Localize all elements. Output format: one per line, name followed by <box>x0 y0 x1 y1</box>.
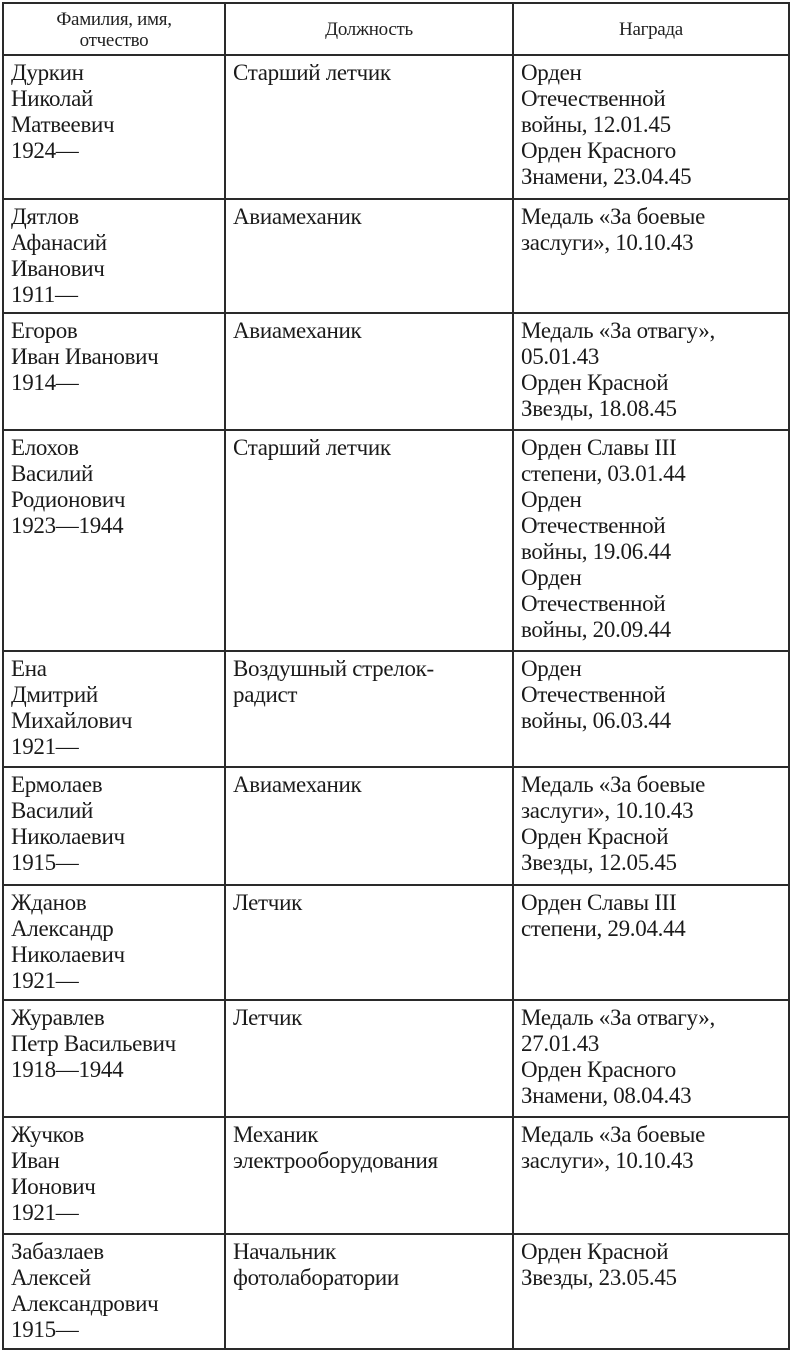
cell-award <box>513 55 789 199</box>
cell-award <box>513 1000 789 1117</box>
position-line: Механик <box>233 1122 319 1147</box>
award-line: 27.01.43 <box>521 1031 600 1056</box>
name-line: Ермолаев <box>11 772 103 797</box>
name-line: Жданов <box>11 890 87 915</box>
header-text-line: Должность <box>325 19 413 40</box>
table-row <box>3 1234 789 1349</box>
name-line: Дмитрий <box>11 682 98 707</box>
name-line: Михайлович <box>11 708 133 733</box>
cell-position <box>225 313 513 430</box>
name-line: 1911— <box>11 282 78 307</box>
cell-position <box>225 199 513 313</box>
column-header-position <box>225 3 513 55</box>
award-line: войны, 06.03.44 <box>521 708 671 733</box>
position-line: Летчик <box>233 1005 302 1030</box>
award-line: Знамени, 08.04.43 <box>521 1083 692 1108</box>
position-line: радист <box>233 682 298 707</box>
name-line: Алексей <box>11 1265 91 1290</box>
award-line: войны, 19.06.44 <box>521 539 671 564</box>
position-line: Летчик <box>233 890 302 915</box>
cell-position <box>225 1234 513 1349</box>
cell-position <box>225 430 513 651</box>
name-line: Василий <box>11 798 94 823</box>
award-line: войны, 20.09.44 <box>521 617 671 642</box>
name-line: Дуркин <box>11 60 84 85</box>
cell-award <box>513 199 789 313</box>
position-line: Авиамеханик <box>233 772 362 797</box>
position-line: электрооборудования <box>233 1148 438 1173</box>
name-line: Иван Иванович <box>11 344 159 369</box>
cell-award <box>513 767 789 885</box>
name-line: Иван <box>11 1148 60 1173</box>
name-line: 1923—1944 <box>11 513 124 538</box>
name-line: 1914— <box>11 370 79 395</box>
cell-name <box>3 1117 225 1234</box>
cell-position <box>225 1117 513 1234</box>
position-line: Воздушный стрелок- <box>233 656 434 681</box>
name-line: Александр <box>11 916 114 941</box>
cell-award <box>513 313 789 430</box>
table-row <box>3 430 789 651</box>
table-row <box>3 1000 789 1117</box>
award-line: Орден Красной <box>521 1239 669 1264</box>
name-line: Николаевич <box>11 824 125 849</box>
award-line: Медаль «За отвагу», <box>521 318 715 343</box>
cell-award <box>513 885 789 1000</box>
award-line: степени, 29.04.44 <box>521 916 686 941</box>
name-line: Николай <box>11 86 94 111</box>
column-header-name <box>3 3 225 55</box>
name-line: 1915— <box>11 850 79 875</box>
name-line: Елохов <box>11 435 79 460</box>
header-text-line: Фамилия, имя, <box>56 8 172 30</box>
position-line: Старший летчик <box>233 435 391 460</box>
column-header-award <box>513 3 789 55</box>
cell-name <box>3 55 225 199</box>
award-line: Звезды, 18.08.45 <box>521 396 677 421</box>
table-row <box>3 767 789 885</box>
cell-name <box>3 651 225 767</box>
cell-name <box>3 430 225 651</box>
table-row <box>3 55 789 199</box>
award-line: заслуги», 10.10.43 <box>521 230 694 255</box>
name-line: 1921— <box>11 1200 79 1225</box>
name-line: Николаевич <box>11 942 125 967</box>
award-line: заслуги», 10.10.43 <box>521 798 694 823</box>
cell-award <box>513 1117 789 1234</box>
name-line: Петр Васильевич <box>11 1031 176 1056</box>
cell-award <box>513 1234 789 1349</box>
award-line: Орден Славы III <box>521 435 677 460</box>
cell-position <box>225 1000 513 1117</box>
table-body <box>3 55 789 1349</box>
award-line: Медаль «За боевые <box>521 772 705 797</box>
award-line: Орден Красного <box>521 1057 677 1082</box>
name-line: Забазлаев <box>11 1239 104 1264</box>
name-line: Дятлов <box>11 204 79 229</box>
table-row <box>3 313 789 430</box>
cell-position <box>225 55 513 199</box>
award-line: Отечественной <box>521 86 666 111</box>
name-line: 1921— <box>11 968 79 993</box>
award-line: степени, 03.01.44 <box>521 461 686 486</box>
position-line: фотолаборатории <box>233 1265 399 1290</box>
award-line: Орден Славы III <box>521 890 677 915</box>
award-line: Знамени, 23.04.45 <box>521 164 692 189</box>
name-line: Афанасий <box>11 230 107 255</box>
position-line: Авиамеханик <box>233 204 362 229</box>
cell-award <box>513 651 789 767</box>
table-header-row <box>3 3 789 55</box>
position-line: Старший летчик <box>233 60 391 85</box>
award-line: Орден Красной <box>521 824 669 849</box>
award-line: заслуги», 10.10.43 <box>521 1148 694 1173</box>
table-row <box>3 199 789 313</box>
cell-name <box>3 199 225 313</box>
name-line: Журавлев <box>11 1005 105 1030</box>
award-line: Орден <box>521 487 582 512</box>
award-line: 05.01.43 <box>521 344 600 369</box>
cell-position <box>225 885 513 1000</box>
cell-award <box>513 430 789 651</box>
name-line: Матвеевич <box>11 112 115 137</box>
name-line: Иванович <box>11 256 105 281</box>
awards-table <box>2 2 790 1350</box>
award-line: Орден <box>521 565 582 590</box>
position-line: Авиамеханик <box>233 318 362 343</box>
award-line: Орден Красного <box>521 138 677 163</box>
award-line: Медаль «За боевые <box>521 1122 705 1147</box>
cell-name <box>3 767 225 885</box>
cell-position <box>225 767 513 885</box>
table-row <box>3 651 789 767</box>
award-line: Звезды, 12.05.45 <box>521 850 677 875</box>
award-line: Медаль «За боевые <box>521 204 705 229</box>
name-line: Жучков <box>11 1122 85 1147</box>
award-line: Медаль «За отвагу», <box>521 1005 715 1030</box>
table-row <box>3 1117 789 1234</box>
name-line: 1918—1944 <box>11 1057 124 1082</box>
award-line: Отечественной <box>521 513 666 538</box>
cell-position <box>225 651 513 767</box>
header-text-line: отчество <box>79 29 149 51</box>
cell-name <box>3 885 225 1000</box>
name-line: Ионович <box>11 1174 96 1199</box>
cell-name <box>3 1000 225 1117</box>
award-line: Орден <box>521 656 582 681</box>
name-line: Родионович <box>11 487 126 512</box>
award-line: Отечественной <box>521 682 666 707</box>
position-line: Начальник <box>233 1239 336 1264</box>
award-line: войны, 12.01.45 <box>521 112 671 137</box>
award-line: Отечественной <box>521 591 666 616</box>
award-line: Орден Красной <box>521 370 669 395</box>
name-line: 1921— <box>11 734 79 759</box>
name-line: Ена <box>11 656 47 681</box>
award-line: Орден <box>521 60 582 85</box>
table-row <box>3 885 789 1000</box>
name-line: 1915— <box>11 1317 79 1342</box>
name-line: 1924— <box>11 138 79 163</box>
cell-name <box>3 313 225 430</box>
name-line: Егоров <box>11 318 78 343</box>
cell-name <box>3 1234 225 1349</box>
header-text-line: Награда <box>619 19 683 40</box>
award-line: Звезды, 23.05.45 <box>521 1265 677 1290</box>
name-line: Александрович <box>11 1291 159 1316</box>
name-line: Василий <box>11 461 94 486</box>
